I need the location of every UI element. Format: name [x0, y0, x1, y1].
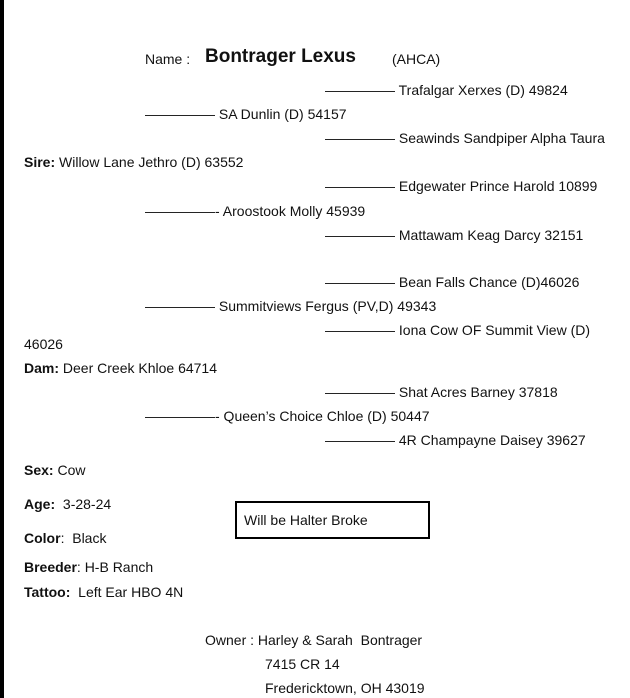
dam-line — [24, 359, 217, 377]
tattoo-value: Left Ear HBO 4N — [70, 584, 184, 600]
sire-dam-sire: ————— Edgewater Prince Harold 10899 — [325, 178, 598, 194]
breeder-label: Breeder — [24, 559, 77, 575]
sex-label: Sex: — [24, 462, 54, 478]
color-line — [24, 529, 106, 547]
dam-value: Deer Creek Khloe 64714 — [59, 360, 218, 376]
dam-sire-dam: ————— Iona Cow OF Summit View (D) — [325, 322, 591, 338]
color-value: : Black — [60, 530, 107, 546]
breeder-value: : H-B Ranch — [76, 559, 154, 575]
color-label: Color — [24, 530, 61, 546]
age-value: 3-28-24 — [55, 496, 112, 512]
dam-sire: ————— Summitviews Fergus (PV,D) 49343 — [145, 298, 437, 314]
tattoo-label: Tattoo: — [24, 584, 71, 600]
owner-address-line1: 7415 CR 14 — [265, 656, 340, 672]
sire-value: Willow Lane Jethro (D) 63552 — [55, 154, 244, 170]
dam-sire-sire: ————— Bean Falls Chance (D)46026 — [325, 274, 580, 290]
dam-dam-dam: ————— 4R Champayne Daisey 39627 — [325, 432, 586, 448]
sire-dam-dam: ————— Mattawam Keag Darcy 32151 — [325, 227, 584, 243]
sex-line — [24, 461, 85, 479]
sire-dam: —————- Aroostook Molly 45939 — [145, 203, 366, 219]
breeder-line — [24, 558, 153, 576]
sire-sire: ————— SA Dunlin (D) 54157 — [145, 106, 347, 122]
owner-name: Harley & Sarah Bontrager — [257, 632, 423, 648]
left-border-line — [0, 0, 4, 698]
owner-line — [205, 631, 422, 649]
sire-sire-sire: ————— Trafalgar Xerxes (D) 49824 — [325, 82, 568, 98]
halter-note-text: Will be Halter Broke — [244, 512, 368, 528]
sire-label: Sire: — [24, 154, 56, 170]
age-line — [24, 495, 111, 513]
sire-sire-dam: ————— Seawinds Sandpiper Alpha Taura — [325, 130, 605, 146]
halter-note-box — [235, 501, 430, 539]
age-label: Age: — [24, 496, 56, 512]
owner-label: Owner : — [205, 632, 258, 648]
dam-label: Dam: — [24, 360, 60, 376]
registry-label: (AHCA) — [392, 51, 441, 67]
owner-address-line2: Fredericktown, OH 43019 — [265, 680, 425, 696]
sire-line — [24, 153, 243, 171]
dam-dam: —————- Queen’s Choice Chloe (D) 50447 — [145, 408, 430, 424]
tattoo-line — [24, 583, 183, 601]
dam-sire-dam-continued: 46026 — [24, 336, 63, 352]
dam-dam-sire: ————— Shat Acres Barney 37818 — [325, 384, 558, 400]
name-label: Name : — [145, 51, 191, 67]
sex-value: Cow — [53, 462, 86, 478]
animal-name: Bontrager Lexus — [205, 46, 356, 67]
